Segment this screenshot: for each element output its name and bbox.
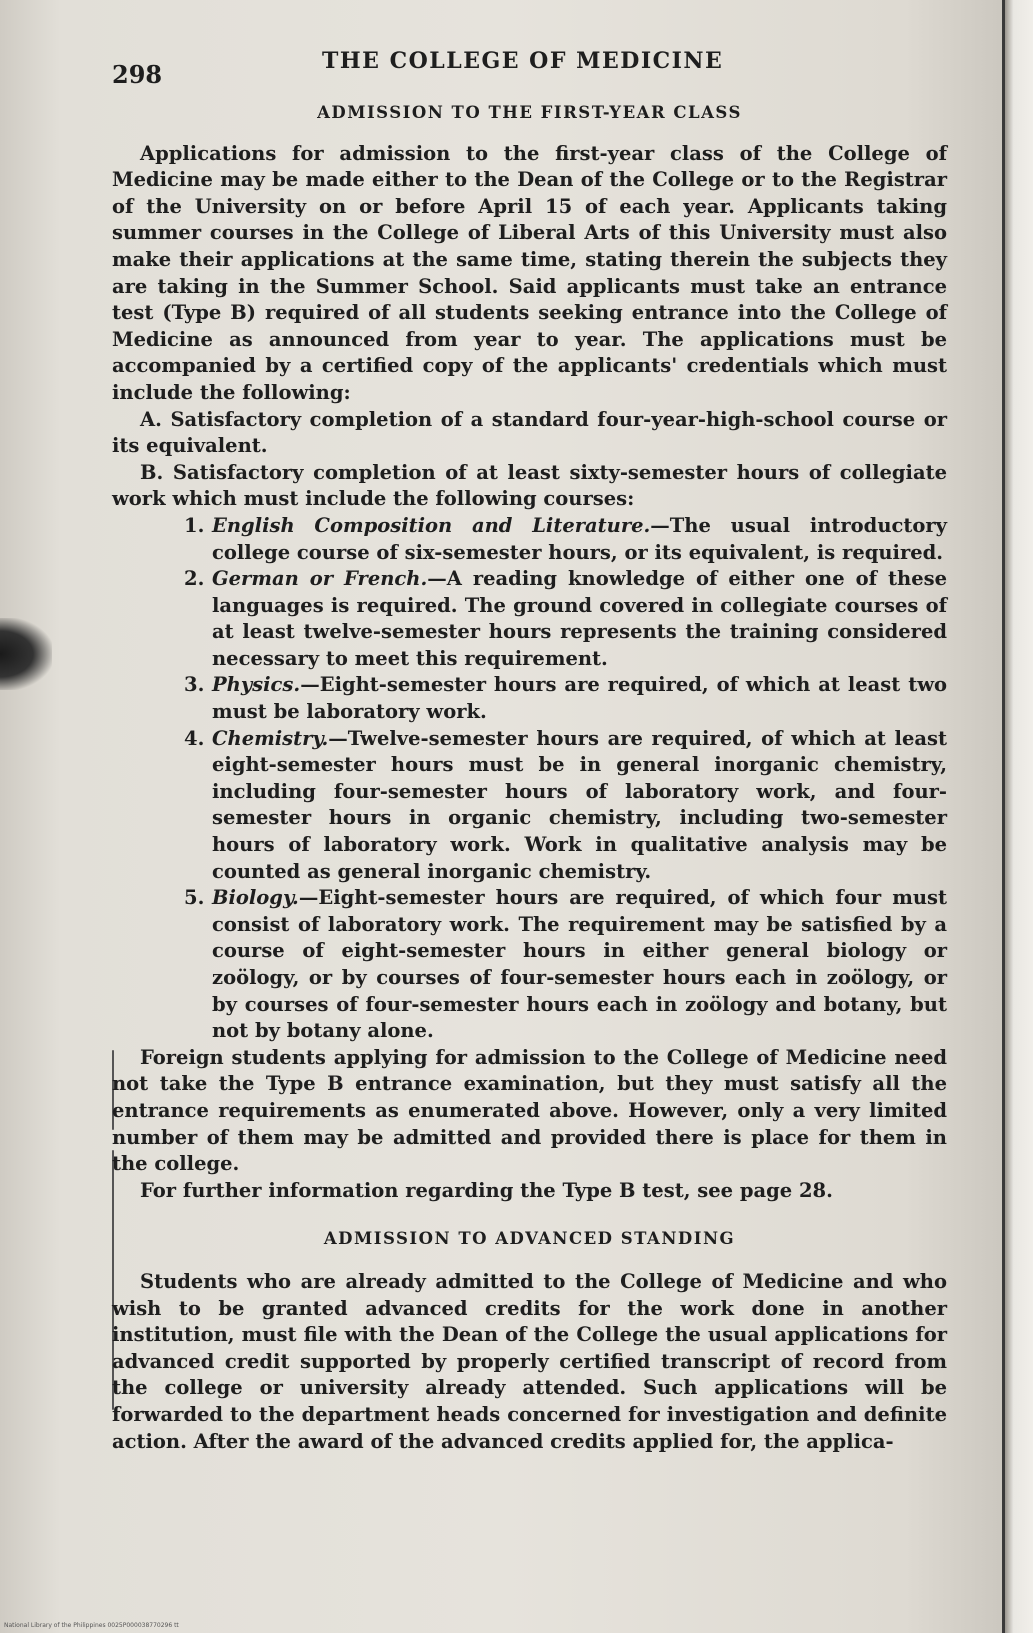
course-item: 2. German or French.—A reading knowledge of either one of these languages is required. The ground covered in collegiate courses of at least twelve-semester hours represents the training considered necessary to meet this requirement. [184, 567, 947, 670]
course-item: 4. Chemistry.—Twelve-semester hours are required, of which at least eight-semester hours must be in general inorganic chemistry, including four-semester hours of laboratory work, and four-semester hours in organic chemistry, including two-semester hours of laboratory work. Work in qualitative analysis may be counted as general inorganic chemistry. [184, 726, 947, 883]
binding-clip-shadow [0, 618, 52, 690]
running-head [112, 40, 947, 89]
course-item: 1. English Composition and Literature.—The usual introductory college course of six-semester hours, or its equivalent, is required. [184, 513, 947, 564]
course-text: —Eight-semester hours are required, of which at least two must be laboratory work. [212, 673, 947, 724]
advanced-standing-paragraph: Students who are already admitted to the College of Medicine and who wish to be granted advanced credits for the work done in another institution, must file with the Dean of the College the usual applications for advanced credit supported by properly certified transcript of record from the college or university already attended. Such applications will be forwarded to the department heads concerned for investigation and definite action. After the award of the advanced credits applied for, the applica- [112, 1269, 947, 1453]
course-name: Biology. [212, 886, 299, 910]
scan-footer: National Library of the Philippines 0025P000038770296 tt [4, 1622, 179, 1629]
running-title: THE COLLEGE OF MEDICINE [322, 48, 724, 74]
requirement-b: B. Satisfactory completion of at least sixty-semester hours of collegiate work which must include the following courses: [112, 460, 947, 511]
course-name: Chemistry. [212, 726, 329, 750]
course-name: English Composition and Literature. [212, 513, 651, 537]
course-text: —Eight-semester hours are required, of which four must consist of laboratory work. The requirement may be satisfied by a course of eight-semester hours in either general biology or zoölogy, or by courses of four-semester hours each in zoölogy, or by courses of four-semester hours each in zoölogy and botany, but not by botany alone. [212, 886, 947, 1043]
course-text: —Twelve-semester hours are required, of which at least eight-semester hours must be in general inorganic chemistry, including four-semester hours of laboratory work, and four-semester hours in organic chemistry, including two-semester hours of laboratory work. Work in qualitative analysis may be counted as general inorganic chemistry. [212, 726, 947, 883]
further-info-paragraph: For further information regarding the Type B test, see page 28. [140, 1178, 833, 1202]
course-name: German or French. [212, 567, 428, 591]
section-heading-advanced-standing: ADMISSION TO ADVANCED STANDING [323, 1229, 736, 1249]
page-edge [1002, 0, 1033, 1633]
course-name: Physics. [212, 673, 301, 697]
page-content [112, 40, 947, 1455]
course-list [112, 513, 947, 1045]
intro-paragraph: Applications for admission to the first-year class of the College of Medicine may be made either to the Dean of the College or to the Registrar of the University on or before April 15 of each year. Applicants taking summer courses in the College of Liberal Arts of this University must also make their applications at the same time, stating therein the subjects they are taking in the Summer School. Said applicants must take an entrance test (Type B) required of all students seeking entrance into the College of Medicine as announced from year to year. The applications must be accompanied by a certified copy of the applicants' credentials which must include the following: [112, 141, 947, 404]
section-heading-first-year: ADMISSION TO THE FIRST-YEAR CLASS [317, 103, 742, 122]
course-text: —A reading knowledge of either one of these languages is required. The ground covered in collegiate courses of at least twelve-semester hours represents the training considered necessary to meet this requirement. [212, 567, 947, 670]
foreign-students-paragraph: Foreign students applying for admission to the College of Medicine need not take the Type B entrance examination, but they must satisfy all the entrance requirements as enumerated above. However, only a very limited number of them may be admitted and provided there is place for them in the college. [112, 1045, 947, 1176]
course-text: —The usual introductory college course of six-semester hours, or its equivalent, is required. [212, 513, 947, 564]
course-item: 5. Biology.—Eight-semester hours are required, of which four must consist of laboratory work. The requirement may be satisfied by a course of eight-semester hours in either general biology or zoölogy, or by courses of four-semester hours each in zoölogy, or by courses of four-semester hours each in zoölogy and botany, but not by botany alone. [184, 886, 947, 1043]
page-number: 298 [112, 60, 163, 89]
course-item: 3. Physics.—Eight-semester hours are required, of which at least two must be laboratory work. [184, 673, 947, 724]
requirement-a: A. Satisfactory completion of a standard four-year-high-school course or its equivalent. [112, 407, 947, 458]
